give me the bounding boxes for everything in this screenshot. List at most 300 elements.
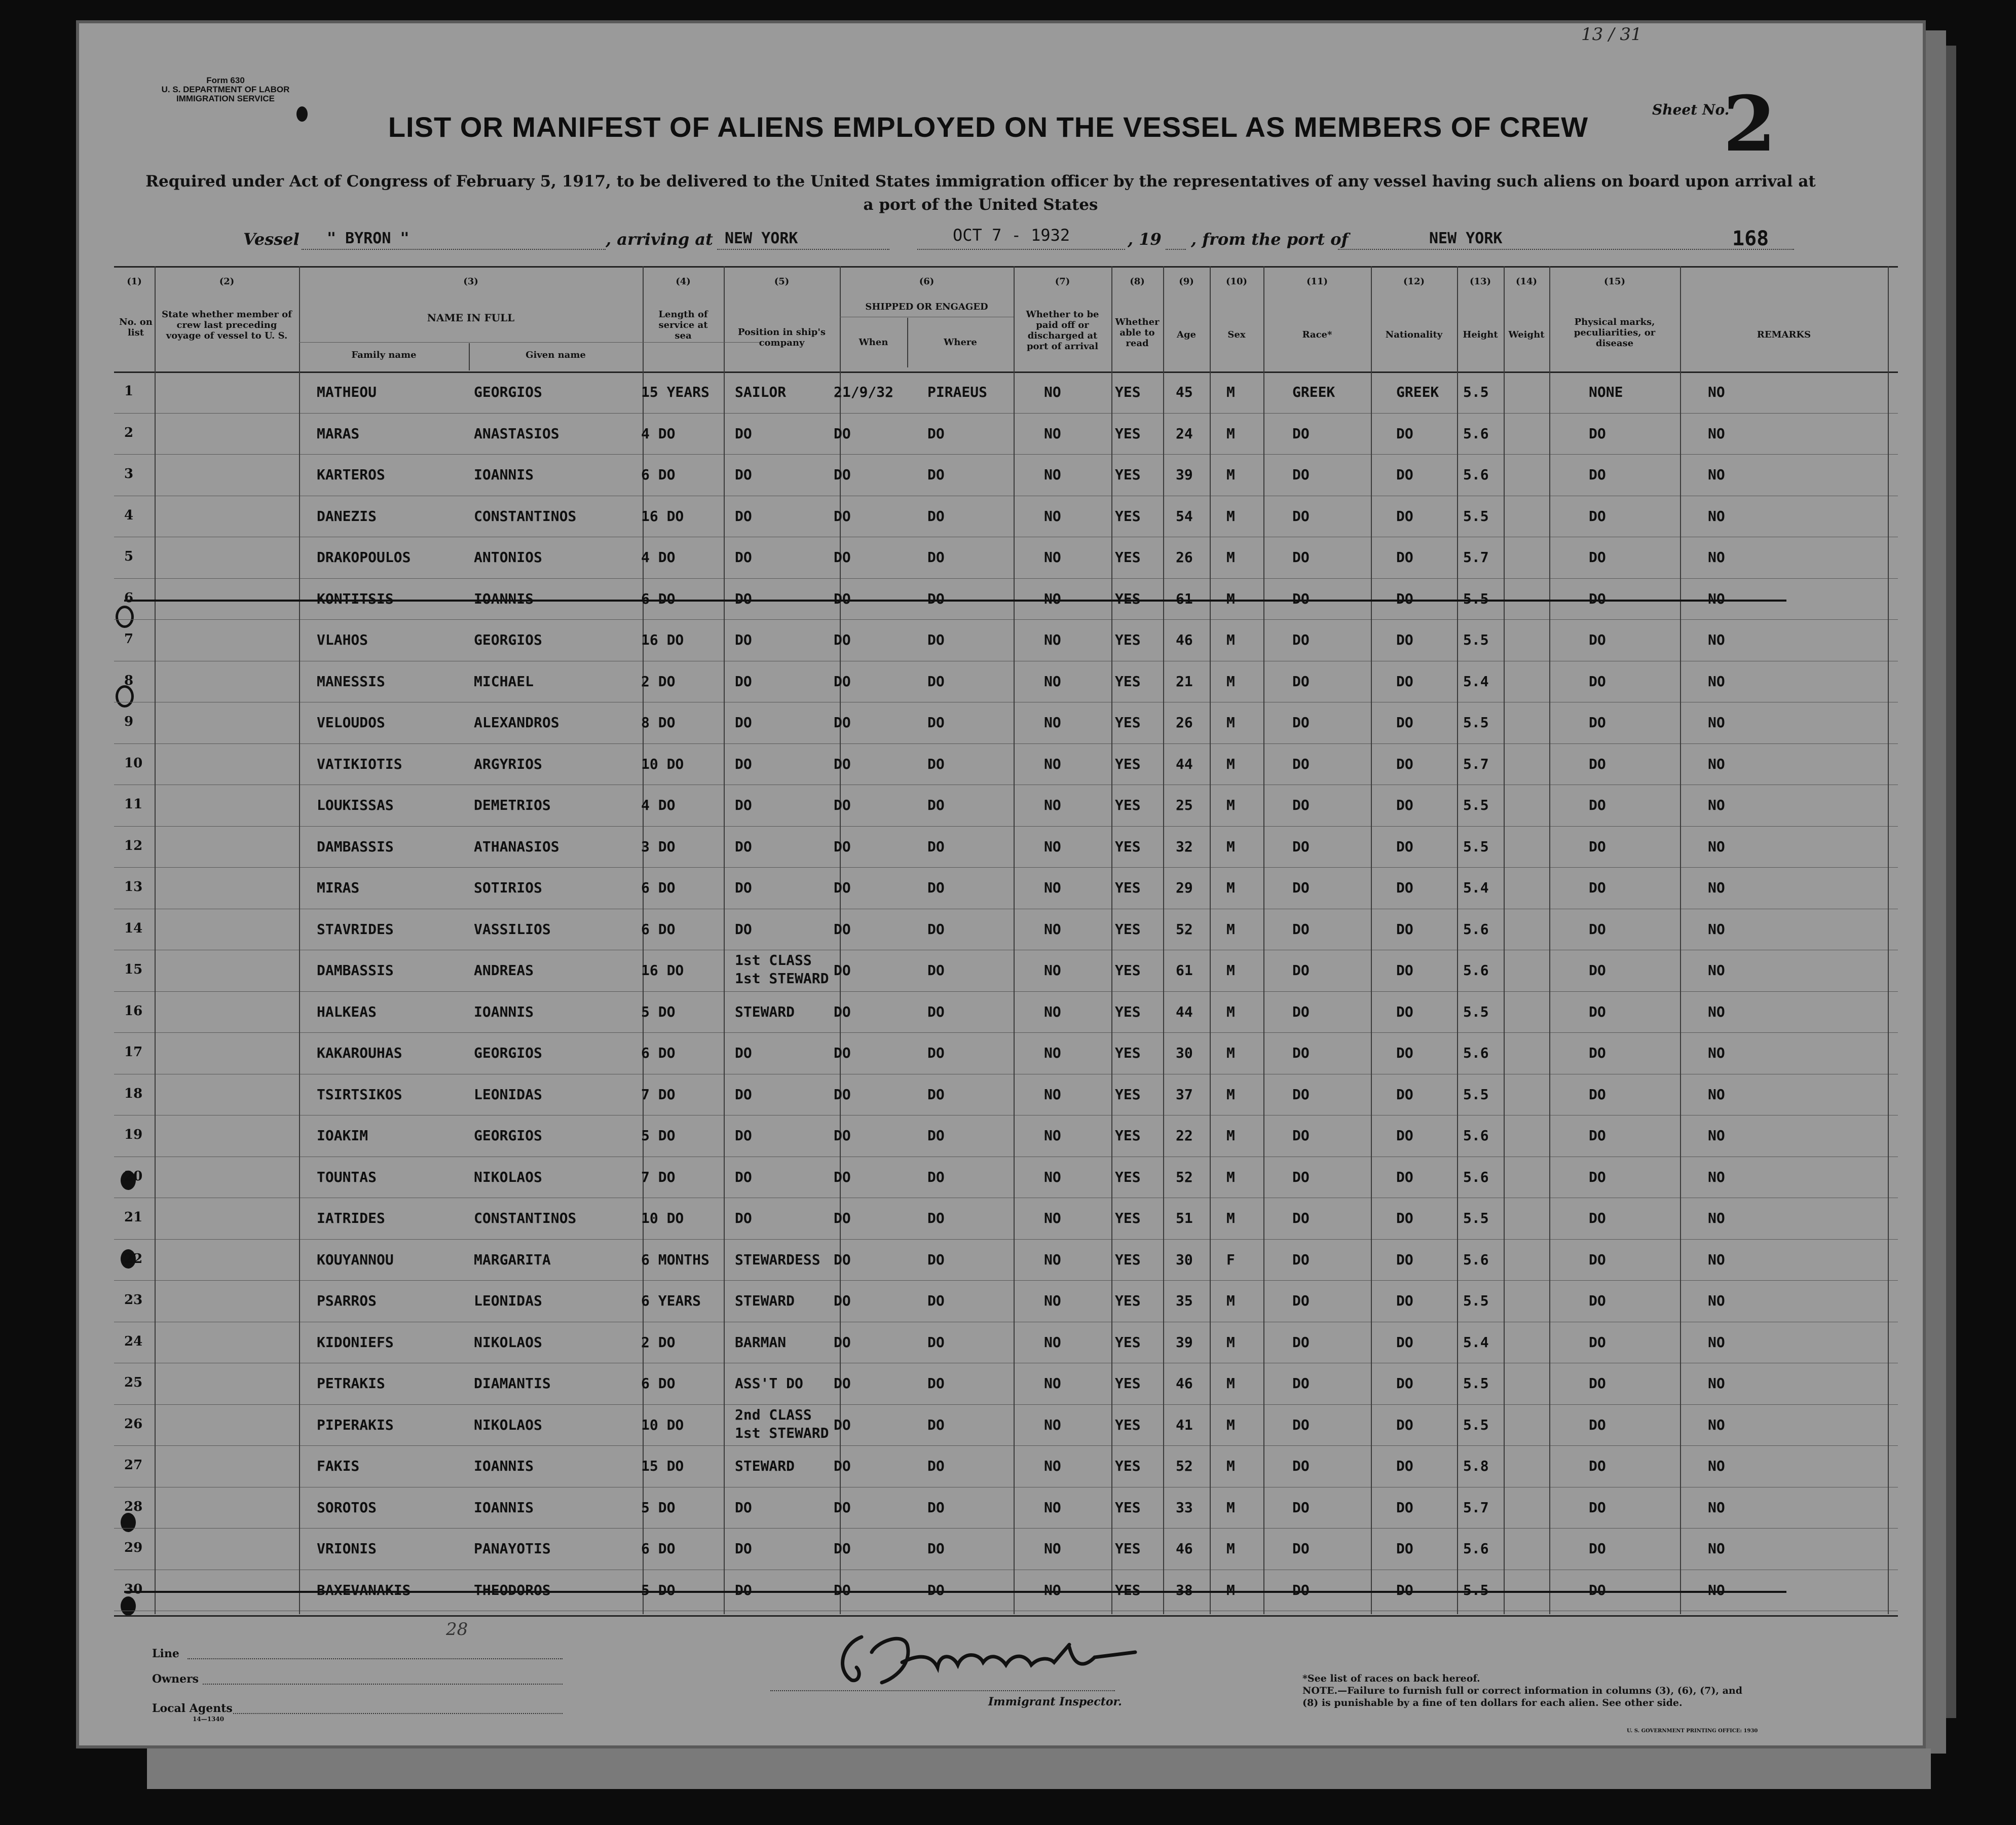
able-to-read: YES <box>1115 1540 1141 1557</box>
inspector-signature <box>831 1622 1145 1693</box>
sheet-label: Sheet No. <box>1652 101 1730 118</box>
row-number: 4 <box>124 507 134 523</box>
physical-marks: DO <box>1589 1375 1606 1392</box>
height: 5.6 <box>1463 920 1489 938</box>
physical-marks: DO <box>1589 1003 1606 1020</box>
remarks: NO <box>1708 1416 1725 1433</box>
sheet-number: 2 <box>1723 80 1776 169</box>
row-number: 13 <box>124 879 143 895</box>
age: 38 <box>1176 1581 1193 1598</box>
race: DO <box>1292 1375 1310 1392</box>
race: DO <box>1292 1292 1310 1309</box>
physical-marks: DO <box>1589 838 1606 855</box>
sex: M <box>1226 1210 1235 1226</box>
length-of-service: 4 DO <box>641 549 676 566</box>
physical-marks: DO <box>1589 1251 1606 1268</box>
shipped-where: DO <box>927 1210 945 1226</box>
col6a-header: When <box>858 337 888 348</box>
height: 5.7 <box>1463 1499 1489 1516</box>
nationality: DO <box>1396 838 1413 855</box>
length-of-service: 2 DO <box>641 673 676 690</box>
length-of-service: 5 DO <box>641 1003 676 1020</box>
position: SAILOR <box>735 384 787 400</box>
row-rule <box>114 1032 1898 1033</box>
col1-number: (1) <box>127 276 142 287</box>
col12-number: (12) <box>1403 276 1425 287</box>
physical-marks: DO <box>1589 879 1606 896</box>
col7-header: Whether to be paid off or discharged at port of arrival <box>1026 309 1099 352</box>
paid-off: NO <box>1044 879 1061 896</box>
column-divider <box>1888 266 1889 1614</box>
paid-off: NO <box>1044 714 1061 731</box>
able-to-read: YES <box>1115 590 1141 607</box>
nationality: DO <box>1396 1168 1413 1185</box>
col3a-header: Family name <box>351 350 417 360</box>
paid-off: NO <box>1044 1086 1061 1103</box>
shipped-where: DO <box>927 920 945 938</box>
position: DO <box>735 631 752 648</box>
sex: M <box>1226 1333 1235 1351</box>
nationality: DO <box>1396 1086 1413 1103</box>
sex: M <box>1226 714 1235 731</box>
col16-header: REMARKS <box>1757 329 1811 340</box>
given-name: NIKOLAOS <box>474 1416 542 1433</box>
row-number: 30 <box>124 1581 143 1597</box>
sex: M <box>1226 1458 1235 1474</box>
length-of-service: 10 DO <box>641 755 684 772</box>
position: DO <box>735 1581 752 1598</box>
family-name: STAVRIDES <box>317 920 394 938</box>
physical-marks: NONE <box>1589 384 1623 400</box>
sex: M <box>1226 962 1235 979</box>
sex: M <box>1226 1581 1235 1598</box>
sex: M <box>1226 1168 1235 1185</box>
shipped-where: DO <box>927 1333 945 1351</box>
footnote-penalty: NOTE.—Failure to furnish full or correct information in columns (3), (6), (7), and (8) is punishable by a fine of ten dollars for each alien. See other side. <box>1302 1685 1742 1708</box>
sex: M <box>1226 1292 1235 1309</box>
table-header-rule <box>114 371 1898 373</box>
row-number: 15 <box>124 962 143 977</box>
col13-number: (13) <box>1469 276 1491 287</box>
height: 5.6 <box>1463 1127 1489 1144</box>
row-rule <box>114 578 1898 579</box>
remarks: NO <box>1708 466 1725 483</box>
family-name: BAXEVANAKIS <box>317 1581 411 1598</box>
nationality: DO <box>1396 673 1413 690</box>
position: DO <box>735 1045 752 1061</box>
family-name: KOUYANNOU <box>317 1251 394 1268</box>
family-name: DAMBASSIS <box>317 962 394 979</box>
line-fill-line <box>188 1658 563 1659</box>
physical-marks: DO <box>1589 549 1606 566</box>
race: DO <box>1292 1333 1310 1351</box>
sex: M <box>1226 920 1235 938</box>
nationality: DO <box>1396 1003 1413 1020</box>
height: 5.5 <box>1463 1581 1489 1598</box>
length-of-service: 16 DO <box>641 507 684 525</box>
given-name: GEORGIOS <box>474 1127 542 1144</box>
column-divider <box>1111 266 1112 1614</box>
nationality: DO <box>1396 1045 1413 1061</box>
shipped-where: DO <box>927 631 945 648</box>
shipped-where: DO <box>927 1292 945 1309</box>
col2-number: (2) <box>219 276 235 287</box>
given-name: VASSILIOS <box>474 920 551 938</box>
paid-off: NO <box>1044 1375 1061 1392</box>
crew-table <box>114 266 1898 1614</box>
physical-marks: DO <box>1589 755 1606 772</box>
paid-off: NO <box>1044 1540 1061 1557</box>
form-header-block <box>142 76 309 103</box>
nationality: DO <box>1396 714 1413 731</box>
row-number: 11 <box>124 797 143 812</box>
length-of-service: 4 DO <box>641 797 676 813</box>
col6-header: SHIPPED OR ENGAGED <box>865 302 988 312</box>
race: DO <box>1292 755 1310 772</box>
page-reference: 168 <box>1732 227 1769 250</box>
height: 5.6 <box>1463 466 1489 483</box>
inspector-fill-line <box>770 1690 1115 1691</box>
date-stamp: OCT 7 - 1932 <box>953 226 1070 245</box>
family-name: TOUNTAS <box>317 1168 377 1185</box>
age: 46 <box>1176 1375 1193 1392</box>
shipped-when: DO <box>834 1458 851 1474</box>
paid-off: NO <box>1044 590 1061 607</box>
shipped-where: DO <box>927 425 945 442</box>
paid-off: NO <box>1044 384 1061 400</box>
position: DO <box>735 1168 752 1185</box>
col6-number: (6) <box>919 276 935 287</box>
age: 29 <box>1176 879 1193 896</box>
position: DO <box>735 755 752 772</box>
column-divider <box>1014 266 1015 1614</box>
paid-off: NO <box>1044 1416 1061 1433</box>
row-rule <box>114 1239 1898 1240</box>
row-rule <box>114 1528 1898 1529</box>
paid-off: NO <box>1044 1127 1061 1144</box>
age: 33 <box>1176 1499 1193 1516</box>
family-name: LOUKISSAS <box>317 797 394 813</box>
table-top-rule <box>114 266 1898 268</box>
race: DO <box>1292 466 1310 483</box>
able-to-read: YES <box>1115 384 1141 400</box>
col3-number: (3) <box>463 276 478 287</box>
row-rule <box>114 454 1898 455</box>
shipped-when: DO <box>834 1086 851 1103</box>
family-name: MIRAS <box>317 879 360 896</box>
from-label: , from the port of <box>1191 230 1349 249</box>
physical-marks: DO <box>1589 1499 1606 1516</box>
row-rule <box>114 619 1898 620</box>
given-name: DEMETRIOS <box>474 797 551 813</box>
col14-header: Weight <box>1508 329 1545 340</box>
shipped-where: DO <box>927 590 945 607</box>
row-rule <box>114 826 1898 827</box>
remarks: NO <box>1708 1292 1725 1309</box>
remarks: NO <box>1708 838 1725 855</box>
remarks: NO <box>1708 1375 1725 1392</box>
strikethrough-line <box>124 600 1786 602</box>
sex: M <box>1226 507 1235 525</box>
nationality: DO <box>1396 590 1413 607</box>
family-name: KARTEROS <box>317 466 385 483</box>
shipped-when: DO <box>834 631 851 648</box>
race: DO <box>1292 425 1310 442</box>
able-to-read: YES <box>1115 549 1141 566</box>
age: 61 <box>1176 962 1193 979</box>
row-number: 23 <box>124 1292 143 1308</box>
name-subheader-rule <box>299 342 761 343</box>
shipped-when: DO <box>834 1168 851 1185</box>
row-number: 6 <box>124 590 134 606</box>
family-name: FAKIS <box>317 1458 360 1474</box>
height: 5.5 <box>1463 1086 1489 1103</box>
height: 5.6 <box>1463 425 1489 442</box>
height: 5.6 <box>1463 1251 1489 1268</box>
row-number: 2 <box>124 425 134 440</box>
given-name: ANTONIOS <box>474 549 542 566</box>
nationality: DO <box>1396 1333 1413 1351</box>
shipped-when: DO <box>834 755 851 772</box>
given-name: THEODOROS <box>474 1581 551 1598</box>
able-to-read: YES <box>1115 1127 1141 1144</box>
row-rule <box>114 1280 1898 1281</box>
length-of-service: 3 DO <box>641 838 676 855</box>
nationality: DO <box>1396 1292 1413 1309</box>
document-title: LIST OR MANIFEST OF ALIENS EMPLOYED ON THE VESSEL AS MEMBERS OF CREW <box>388 111 1589 143</box>
shipped-where: DO <box>927 549 945 566</box>
paid-off: NO <box>1044 1292 1061 1309</box>
row-rule <box>114 991 1898 992</box>
nationality: DO <box>1396 1375 1413 1392</box>
print-code: 14—1340 <box>193 1716 225 1723</box>
row-number: 19 <box>124 1127 143 1142</box>
able-to-read: YES <box>1115 507 1141 525</box>
length-of-service: 6 YEARS <box>641 1292 701 1309</box>
row-rule <box>114 1445 1898 1446</box>
given-name: ANASTASIOS <box>474 425 559 442</box>
shipped-where: DO <box>927 1003 945 1020</box>
shipped-when: DO <box>834 466 851 483</box>
remarks: NO <box>1708 1086 1725 1103</box>
length-of-service: 6 MONTHS <box>641 1251 710 1268</box>
nationality: DO <box>1396 631 1413 648</box>
position: DO <box>735 797 752 813</box>
col14-number: (14) <box>1515 276 1538 287</box>
nationality: GREEK <box>1396 384 1439 400</box>
height: 5.7 <box>1463 755 1489 772</box>
shipped-where: DO <box>927 1581 945 1598</box>
nationality: DO <box>1396 920 1413 938</box>
able-to-read: YES <box>1115 631 1141 648</box>
physical-marks: DO <box>1589 1416 1606 1433</box>
position: DO <box>735 549 752 566</box>
race: DO <box>1292 797 1310 813</box>
row-number: 8 <box>124 673 134 688</box>
arriving-fill-line <box>717 249 889 250</box>
remarks: NO <box>1708 1045 1725 1061</box>
length-of-service: 5 DO <box>641 1127 676 1144</box>
row-number: 25 <box>124 1375 143 1390</box>
paid-off: NO <box>1044 1251 1061 1268</box>
position: DO <box>735 879 752 896</box>
column-divider <box>1549 266 1550 1614</box>
race: DO <box>1292 507 1310 525</box>
age: 61 <box>1176 590 1193 607</box>
able-to-read: YES <box>1115 466 1141 483</box>
row-number: 29 <box>124 1540 143 1555</box>
position: BARMAN <box>735 1333 787 1351</box>
remarks: NO <box>1708 1127 1725 1144</box>
year-label: , 19 <box>1128 230 1162 249</box>
position-line-2: 1st STEWARD <box>735 970 829 987</box>
row-rule <box>114 867 1898 868</box>
age: 44 <box>1176 1003 1193 1020</box>
height: 5.5 <box>1463 797 1489 813</box>
row-number: 5 <box>124 549 134 564</box>
race: DO <box>1292 838 1310 855</box>
height: 5.5 <box>1463 1416 1489 1433</box>
owners-label: Owners <box>152 1672 199 1686</box>
remarks: NO <box>1708 1003 1725 1020</box>
physical-marks: DO <box>1589 631 1606 648</box>
col5-number: (5) <box>774 276 790 287</box>
family-name: VLAHOS <box>317 631 368 648</box>
row-number: 22 <box>124 1251 143 1267</box>
remarks: NO <box>1708 755 1725 772</box>
paid-off: NO <box>1044 755 1061 772</box>
from-fill-line <box>1338 249 1794 250</box>
age: 30 <box>1176 1251 1193 1268</box>
paid-off: NO <box>1044 1499 1061 1516</box>
paid-off: NO <box>1044 962 1061 979</box>
physical-marks: DO <box>1589 1045 1606 1061</box>
shipped-when: DO <box>834 1499 851 1516</box>
height: 5.6 <box>1463 1168 1489 1185</box>
able-to-read: YES <box>1115 1333 1141 1351</box>
shipped-when: DO <box>834 1210 851 1226</box>
given-name: ANDREAS <box>474 962 534 979</box>
row-number: 7 <box>124 631 134 647</box>
year-fill-line <box>1166 249 1186 250</box>
nationality: DO <box>1396 1458 1413 1474</box>
nationality: DO <box>1396 1251 1413 1268</box>
able-to-read: YES <box>1115 838 1141 855</box>
able-to-read: YES <box>1115 1251 1141 1268</box>
nationality: DO <box>1396 1416 1413 1433</box>
height: 5.7 <box>1463 549 1489 566</box>
paid-off: NO <box>1044 1168 1061 1185</box>
shipped-when: DO <box>834 920 851 938</box>
line-label: Line <box>152 1647 179 1660</box>
shipped-where: DO <box>927 1127 945 1144</box>
shipped-where: DO <box>927 714 945 731</box>
height: 5.5 <box>1463 384 1489 400</box>
remarks: NO <box>1708 962 1725 979</box>
age: 51 <box>1176 1210 1193 1226</box>
physical-marks: DO <box>1589 797 1606 813</box>
height: 5.6 <box>1463 962 1489 979</box>
age: 39 <box>1176 466 1193 483</box>
height: 5.5 <box>1463 507 1489 525</box>
sex: M <box>1226 1499 1235 1516</box>
row-number: 12 <box>124 838 143 853</box>
family-name: IOAKIM <box>317 1127 368 1144</box>
col8-header: Whether able to read <box>1115 317 1160 349</box>
remarks: NO <box>1708 1499 1725 1516</box>
shipped-when: 21/9/32 <box>834 384 894 400</box>
shipped-where: DO <box>927 673 945 690</box>
row-number: 17 <box>124 1045 143 1060</box>
paid-off: NO <box>1044 673 1061 690</box>
age: 35 <box>1176 1292 1193 1309</box>
length-of-service: 6 DO <box>641 590 676 607</box>
agents-fill-line <box>233 1713 563 1714</box>
family-name: PIPERAKIS <box>317 1416 394 1433</box>
column-divider <box>299 266 300 1614</box>
shipped-when: DO <box>834 1045 851 1061</box>
remarks: NO <box>1708 714 1725 731</box>
length-of-service: 10 DO <box>641 1416 684 1433</box>
age: 22 <box>1176 1127 1193 1144</box>
nationality: DO <box>1396 797 1413 813</box>
race: DO <box>1292 590 1310 607</box>
race: DO <box>1292 631 1310 648</box>
position: 2nd CLASS <box>735 1406 812 1423</box>
shipped-where: DO <box>927 1540 945 1557</box>
sex: M <box>1226 838 1235 855</box>
able-to-read: YES <box>1115 1292 1141 1309</box>
able-to-read: YES <box>1115 1375 1141 1392</box>
sex: M <box>1226 755 1235 772</box>
family-name: IATRIDES <box>317 1210 385 1226</box>
shipped-where: DO <box>927 1086 945 1103</box>
position-line-2: 1st STEWARD <box>735 1424 829 1441</box>
remarks: NO <box>1708 1251 1725 1268</box>
given-name: GEORGIOS <box>474 1045 542 1061</box>
col9-number: (9) <box>1179 276 1194 287</box>
nationality: DO <box>1396 1540 1413 1557</box>
paid-off: NO <box>1044 507 1061 525</box>
shipped-where: DO <box>927 755 945 772</box>
col3b-header: Given name <box>526 350 586 360</box>
nationality: DO <box>1396 466 1413 483</box>
row-number: 18 <box>124 1086 143 1101</box>
column-divider <box>1263 266 1264 1614</box>
age: 52 <box>1176 1168 1193 1185</box>
sex: M <box>1226 1375 1235 1392</box>
sex: M <box>1226 384 1235 400</box>
height: 5.5 <box>1463 1292 1489 1309</box>
given-name: NIKOLAOS <box>474 1333 542 1351</box>
row-number: 3 <box>124 466 134 481</box>
column-divider <box>1210 266 1211 1614</box>
position: DO <box>735 466 752 483</box>
height: 5.5 <box>1463 1210 1489 1226</box>
row-number: 14 <box>124 920 143 936</box>
paid-off: NO <box>1044 1581 1061 1598</box>
shipped-where: PIRAEUS <box>927 384 988 400</box>
remarks: NO <box>1708 879 1725 896</box>
physical-marks: DO <box>1589 1333 1606 1351</box>
remarks: NO <box>1708 384 1725 400</box>
strikethrough-line <box>124 1591 1786 1593</box>
race: DO <box>1292 714 1310 731</box>
service-name: IMMIGRATION SERVICE <box>176 94 275 103</box>
col10-number: (10) <box>1225 276 1248 287</box>
paid-off: NO <box>1044 838 1061 855</box>
family-name: VELOUDOS <box>317 714 385 731</box>
